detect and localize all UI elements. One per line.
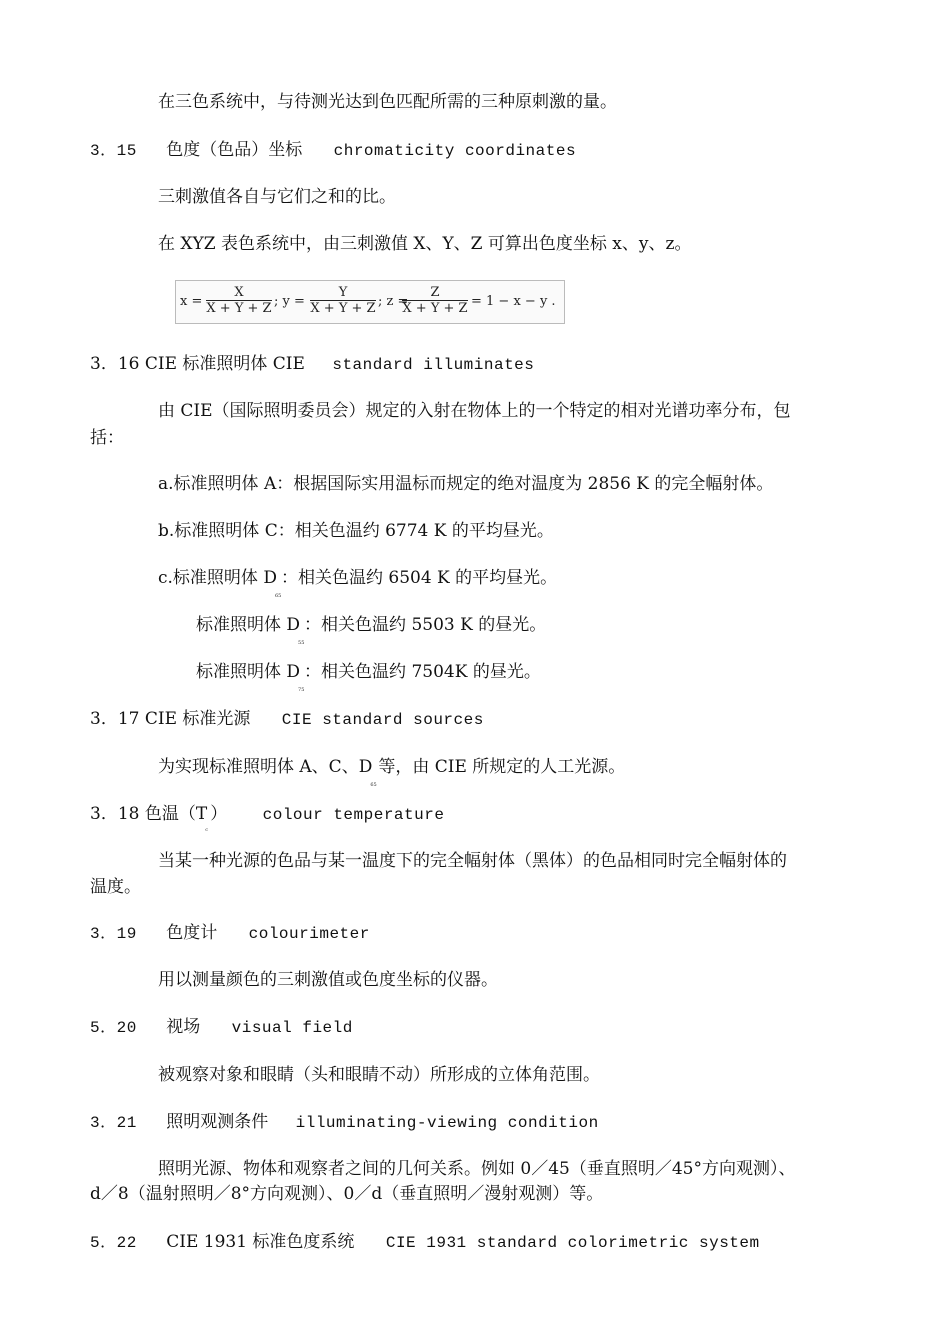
list-item-c: c.标准照明体 D65：相关色温约 6504 K 的平均昼光。: [158, 568, 558, 599]
text-line: 在 XYZ 表色系统中，由三刺激值 X、Y、Z 可算出色度坐标 x、y、z。: [158, 234, 692, 254]
section-heading-5-20: [90, 1016, 353, 1039]
text-fragment: ）: [210, 804, 228, 824]
formula-z-lhs: ; z =: [378, 294, 409, 309]
text-line: d／8（温射照明／8°方向观测）、0／d（垂直照明／漫射观测）等。: [90, 1184, 604, 1204]
formula-tail: = 1 − x − y .: [471, 294, 556, 309]
section-title-en: illuminating-viewing condition: [295, 1114, 599, 1132]
section-title-en: visual field: [231, 1019, 353, 1037]
section-heading-5-22: [90, 1231, 760, 1254]
text-fragment: c.标准照明体 D: [158, 568, 277, 588]
text-fragment: 标准照明体 D: [196, 615, 301, 635]
list-item-d55: 标准照明体 D55：相关色温约 5503 K 的昼光。: [196, 615, 547, 646]
section-heading-3-18: 3．18 色温（Tc） colour temperature: [90, 804, 445, 833]
section-heading-3-21: [90, 1111, 599, 1134]
formula-x-numerator: X: [206, 285, 272, 301]
text-line: 当某一种光源的色品与某一温度下的完全幅射体（黑体）的色品相同时完全幅射体的: [158, 851, 787, 871]
formula-y-fraction: [310, 285, 376, 316]
formula-x-fraction: [206, 285, 272, 316]
formula-z-denominator: X + Y + Z: [402, 301, 468, 316]
section-number: 3．21: [90, 1114, 137, 1132]
text-fragment: 标准照明体 D: [196, 662, 301, 682]
section-title-cn: 色度计: [166, 923, 218, 943]
list-item-a: a.标准照明体 A：根据国际实用温标而规定的绝对温度为 2856 K 的完全幅射体。: [158, 474, 774, 494]
formula-x-lhs: x =: [180, 294, 203, 309]
section-heading-3-19: [90, 922, 370, 945]
section-number: 3．15: [90, 142, 137, 160]
text-line: 用以测量颜色的三刺激值或色度坐标的仪器。: [158, 970, 498, 990]
section-title-en: CIE standard sources: [281, 711, 484, 729]
text-line: 由 CIE（国际照明委员会）规定的入射在物体上的一个特定的相对光谱功率分布，包: [158, 401, 791, 421]
section-number: 3．19: [90, 925, 137, 943]
section-title-cn: 视场: [166, 1017, 201, 1037]
section-title-en: chromaticity coordinates: [333, 142, 577, 160]
section-number-title: 3．16 CIE 标准照明体 CIE: [90, 354, 305, 374]
section-number-title: 3．17 CIE 标准光源: [90, 709, 251, 729]
formula-z-fraction: [402, 285, 468, 316]
formula-z-numerator: Z: [402, 285, 468, 301]
text-line: 三刺激值各自与它们之和的比。: [158, 187, 396, 207]
section-title-cn: 色度（色品）坐标: [166, 140, 303, 160]
text-line: 照明光源、物体和观察者之间的几何关系。例如 0／45（垂直照明／45°方向观测）、: [158, 1159, 796, 1179]
formula-y-denominator: X + Y + Z: [310, 301, 376, 316]
section-title-en: standard illuminates: [332, 356, 535, 374]
text-fragment: ：相关色温约 6504 K 的平均昼光。: [280, 568, 558, 588]
text-fragment: ：相关色温约 5503 K 的昼光。: [304, 615, 547, 635]
text-fragment: 为实现标准照明体 A、C、D: [158, 757, 373, 777]
section-number: 5．22: [90, 1234, 137, 1252]
text-line: 在三色系统中，与待测光达到色匹配所需的三种原刺激的量。: [158, 92, 617, 112]
formula-y-numerator: Y: [310, 285, 376, 301]
text-fragment: ：相关色温约 7504K 的昼光。: [304, 662, 541, 682]
formula-y-lhs: ; y =: [274, 294, 305, 309]
text-line: 为实现标准照明体 A、C、D65等，由 CIE 所规定的人工光源。: [158, 757, 626, 788]
text-line: 被观察对象和眼睛（头和眼睛不动）所形成的立体角范围。: [158, 1065, 600, 1085]
text-fragment: 等，由 CIE 所规定的人工光源。: [378, 757, 626, 777]
formula-x-denominator: X + Y + Z: [206, 301, 272, 316]
section-title-en: colour temperature: [262, 806, 445, 824]
chromaticity-formula-image: [175, 280, 565, 324]
section-heading-3-17: [90, 708, 484, 731]
section-heading-3-16: [90, 353, 534, 376]
section-heading-3-15: [90, 139, 576, 162]
text-fragment: 3．18 色温（T: [90, 804, 208, 824]
section-title-cn: 照明观测条件: [166, 1112, 269, 1132]
text-line: 括：: [90, 428, 124, 448]
section-title-cn: CIE 1931 标准色度系统: [166, 1232, 355, 1252]
text-line: 温度。: [90, 877, 141, 897]
list-item-b: b.标准照明体 C：相关色温约 6774 K 的平均昼光。: [158, 521, 554, 541]
section-title-en: CIE 1931 standard colorimetric system: [385, 1234, 760, 1252]
list-item-d75: 标准照明体 D75：相关色温约 7504K 的昼光。: [196, 662, 541, 693]
section-number: 5．20: [90, 1019, 137, 1037]
section-title-en: colourimeter: [248, 925, 370, 943]
